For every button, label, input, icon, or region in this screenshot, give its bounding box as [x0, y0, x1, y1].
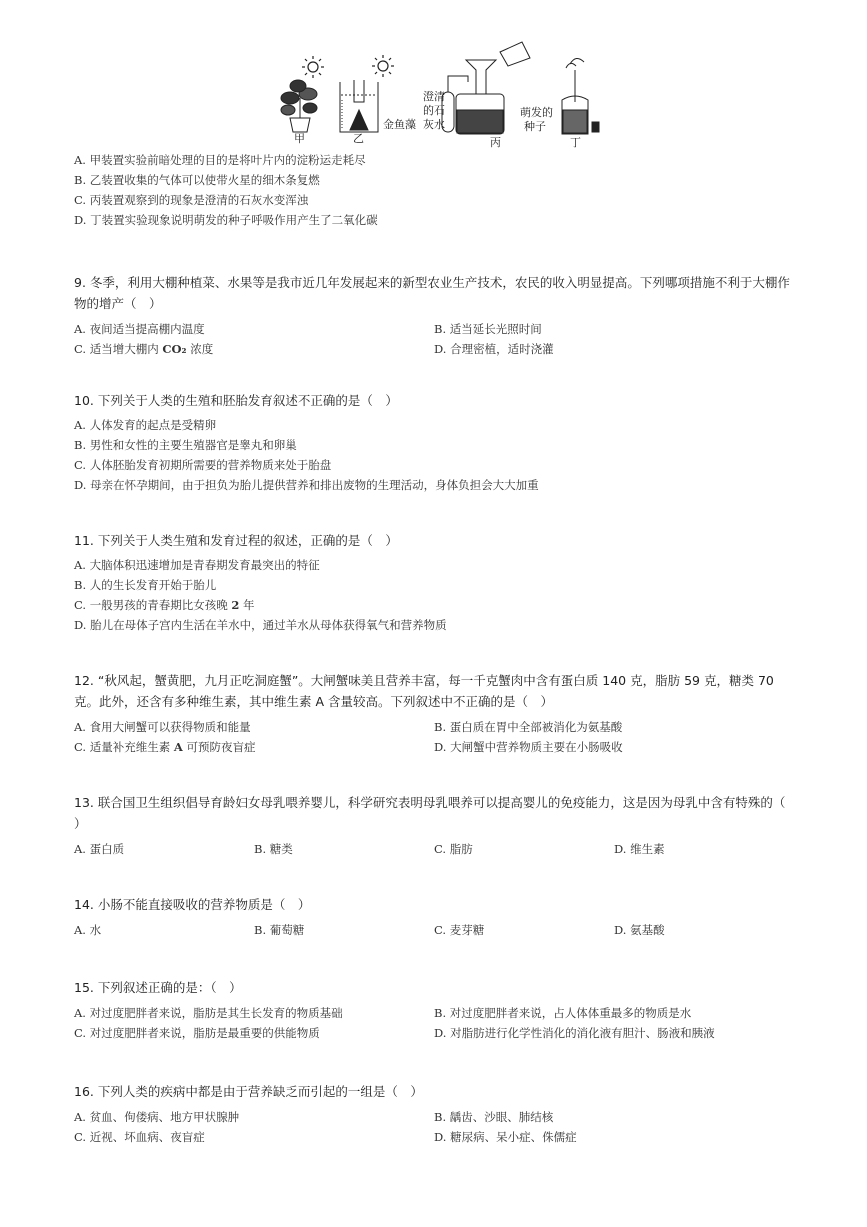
option-b: B. 男性和女性的主要生殖器官是睾丸和卵巢 — [74, 438, 297, 452]
question-9 — [74, 272, 794, 359]
option-d: D. 维生素 — [614, 842, 665, 856]
option-d: D. 合理密植，适时浇灌 — [434, 342, 554, 356]
option-a: A. 大脑体积迅速增加是青春期发育最突出的特征 — [74, 558, 320, 572]
question-10 — [74, 390, 794, 495]
option-b: B. 对过度肥胖者来说，占人体体重最多的物质是水 — [434, 1006, 692, 1020]
option-a: A. 人体发育的起点是受精卵 — [74, 418, 217, 432]
gas-bottle-limewater-icon — [442, 42, 530, 134]
question-stem: 12. “秋风起，蟹黄肥，九月正吃洞庭蟹”。大闸蟹味美且营养丰富，每一千克蟹肉中含有蛋白质 140 克，脂肪 59 克，糖类 70 — [74, 673, 774, 688]
option-d: D. 胎儿在母体子宫内生活在羊水中，通过羊水从母体获得氧气和营养物质 — [74, 618, 447, 632]
question-11 — [74, 530, 794, 635]
figure-label-yi: 乙 — [353, 132, 364, 145]
question-stem: 11. 下列关于人类生殖和发育过程的叙述，正确的是（ ） — [74, 533, 398, 548]
option-a: A. 夜间适当提高棚内温度 — [74, 322, 205, 336]
option-text: 可预防夜盲症 — [182, 740, 256, 754]
option-c: C. 脂肪 — [434, 842, 473, 856]
question-stem: 15. 下列叙述正确的是：（ ） — [74, 980, 242, 995]
figure-label-limewater: 灰水 — [423, 118, 445, 131]
sun-icon — [372, 55, 394, 77]
option-c: C. 麦芽糖 — [434, 923, 485, 937]
option-a: A. 食用大闸蟹可以获得物质和能量 — [74, 720, 251, 734]
option-d: D. 氨基酸 — [614, 923, 665, 937]
question-stem: 物的增产（ ） — [74, 296, 162, 311]
question-stem: 克。此外，还含有多种维生素，其中维生素 A 含量较高。下列叙述中不正确的是（ ） — [74, 694, 553, 709]
option-c: C. 丙装置观察到的现象是澄清的石灰水变浑浊 — [74, 193, 309, 207]
question-15 — [74, 977, 794, 1043]
experiment-figure — [270, 40, 600, 148]
question-stem: ） — [74, 816, 87, 831]
option-b: B. 适当延长光照时间 — [434, 322, 542, 336]
option-a: A. 蛋白质 — [74, 842, 125, 856]
option-text: 浓度 — [186, 342, 214, 356]
figure-label-bing: 丙 — [490, 136, 501, 149]
question-stem: 16. 下列人类的疾病中都是由于营养缺乏而引起的一组是（ ） — [74, 1084, 423, 1099]
option-d: D. 糖尿病、呆小症、侏儒症 — [434, 1130, 577, 1144]
figure-label-germinating-seeds: 种子 — [524, 120, 546, 133]
option-d: D. 母亲在怀孕期间，由于担负为胎儿提供营养和排出废物的生理活动，身体负担会大大加重 — [74, 478, 539, 492]
option-b: B. 乙装置收集的气体可以使带火星的细木条复燃 — [74, 173, 320, 187]
option-c: C. 对过度肥胖者来说，脂肪是最重要的供能物质 — [74, 1026, 320, 1040]
option-b: B. 人的生长发育开始于胎儿 — [74, 578, 217, 592]
option-c — [74, 737, 434, 757]
chemical-formula: CO₂ — [162, 342, 187, 356]
option-text: 年 — [239, 598, 255, 612]
question-stem: 9. 冬季，利用大棚种植菜、水果等是我市近几年发展起来的新型农业生产技术，农民的收入明显提高。下列哪项措施不利于大棚作 — [74, 275, 790, 290]
option-b: B. 糖类 — [254, 842, 293, 856]
option-c: C. 近视、坏血病、夜盲症 — [74, 1130, 205, 1144]
option-a: A. 贫血、佝偻病、地方甲状腺肿 — [74, 1110, 240, 1124]
question-stem: 14. 小肠不能直接吸收的营养物质是（ ） — [74, 897, 311, 912]
beaker-goldfish-weed-icon — [340, 80, 378, 132]
figure-label-ding: 丁 — [570, 136, 581, 149]
option-text: C. 适当增大棚内 — [74, 342, 163, 356]
question-stem: 13. 联合国卫生组织倡导育龄妇女母乳喂养婴儿，科学研究表明母乳喂养可以提高婴儿的免疫能力，这是因为母乳中含有特殊的（ — [74, 795, 786, 810]
question-16 — [74, 1081, 794, 1147]
option-c: C. 人体胚胎发育初期所需要的营养物质来处于胎盘 — [74, 458, 332, 472]
question-14 — [74, 894, 794, 940]
option-a: A. 对过度肥胖者来说，脂肪是其生长发育的物质基础 — [74, 1006, 343, 1020]
option-d: D. 对脂肪进行化学性消化的消化液有胆汁、肠液和胰液 — [434, 1026, 715, 1040]
sun-icon — [302, 56, 324, 78]
figure-label-limewater: 的石 — [423, 104, 445, 117]
option-d: D. 丁装置实验现象说明萌发的种子呼吸作用产生了二氧化碳 — [74, 213, 378, 227]
seed-jar-icon — [562, 58, 599, 134]
option-a: A. 甲装置实验前暗处理的目的是将叶片内的淀粉运走耗尽 — [74, 153, 366, 167]
option-c — [74, 595, 794, 615]
question-12 — [74, 670, 794, 757]
option-b: B. 蛋白质在胃中全部被消化为氨基酸 — [434, 720, 623, 734]
number: 2 — [231, 598, 240, 612]
figure-label-goldfish-weed: 金鱼藻 — [383, 118, 416, 131]
vitamin-letter: A — [173, 740, 183, 754]
option-c — [74, 339, 434, 359]
option-a: A. 水 — [74, 923, 102, 937]
figure-label-jia: 甲 — [294, 132, 305, 145]
question-13 — [74, 792, 794, 859]
option-b: B. 葡萄糖 — [254, 923, 305, 937]
option-d: D. 大闸蟹中营养物质主要在小肠吸收 — [434, 740, 623, 754]
potted-plant-icon — [281, 80, 317, 132]
option-text: C. 适量补充维生素 — [74, 740, 174, 754]
option-b: B. 龋齿、沙眼、肺结核 — [434, 1110, 554, 1124]
figure-label-limewater: 澄清 — [423, 90, 445, 103]
figure-label-germinating-seeds: 萌发的 — [520, 106, 553, 119]
option-text: C. 一般男孩的青春期比女孩晚 — [74, 598, 232, 612]
question-stem: 10. 下列关于人类的生殖和胚胎发育叙述不正确的是（ ） — [74, 393, 398, 408]
question-8-options — [74, 150, 794, 230]
